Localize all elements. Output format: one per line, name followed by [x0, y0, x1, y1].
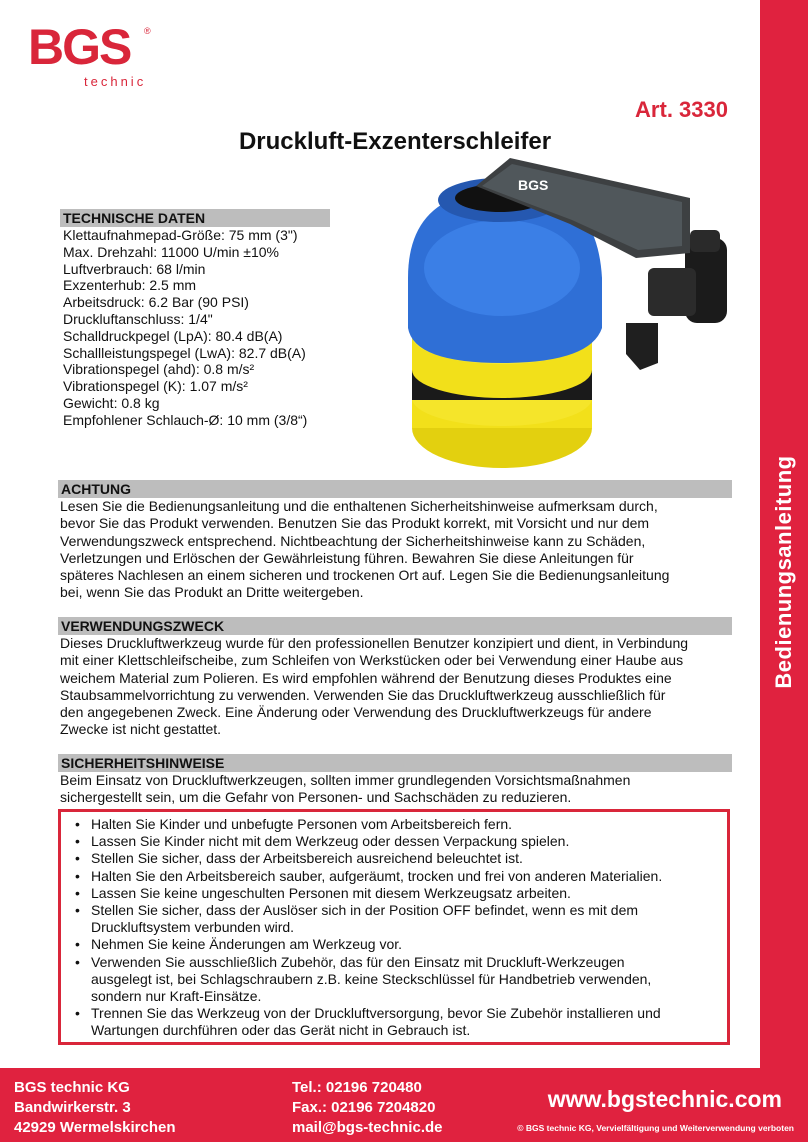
bullet-line: • Trennen Sie das Werkzeug von der Druckluftversorgung, bevor Sie Zubehör installieren und — [91, 1005, 661, 1022]
bullet-line: • Stellen Sie sicher, dass der Auslöser sich in der Position OFF befindet, wenn es mit dem — [91, 902, 639, 919]
product-brand-label: BGS — [518, 177, 549, 193]
technical-data-section — [60, 209, 330, 429]
text-line: bevor Sie das Produkt verwenden. Benutzen Sie das Produkt korrekt, mit Vorsicht und nur dem — [60, 515, 650, 532]
safety-bullet-item — [69, 868, 719, 885]
text-line: späteres Nachlesen an einem sicheren und trockenen Ort auf. Legen Sie die Bedienungsanleitung — [60, 567, 670, 584]
technical-data-row: Luftverbrauch: 68 l/min — [63, 260, 206, 277]
technical-data-row: Gewicht: 0.8 kg — [63, 394, 160, 411]
bullet-line: • Lassen Sie keine ungeschulten Personen mit diesem Werkzeugsatz arbeiten. — [91, 884, 571, 901]
footer-website-link[interactable]: www.bgstechnic.com — [547, 1086, 782, 1112]
achtung-section — [58, 480, 732, 602]
bullet-line: • Stellen Sie sicher, dass der Arbeitsbereich ausreichend beleuchtet ist. — [91, 850, 523, 867]
technical-data-list — [60, 227, 330, 429]
page-title: Druckluft-Exzenterschleifer — [238, 128, 552, 155]
product-image — [390, 158, 735, 473]
footer-line: Tel.: 02196 720480 — [292, 1079, 422, 1096]
footer-company-address — [14, 1078, 176, 1138]
sicherheitshinweise-heading: SICHERHEITSHINWEISE — [58, 754, 732, 772]
verwendungszweck-text — [58, 635, 732, 739]
technical-data-row: Vibrationspegel (ahd): 0.8 m/s² — [63, 361, 255, 378]
text-line: den angegebenen Zweck. Eine Änderung oder Verwendung des Druckluftwerkzeugs für andere — [60, 704, 652, 721]
technical-data-row: Vibrationspegel (K): 1.07 m/s² — [63, 378, 248, 395]
bullet-line: • Halten Sie den Arbeitsbereich sauber, aufgeräumt, trocken und frei von anderen Materialien. — [91, 867, 663, 884]
text-line: mit einer Klettschleifscheibe, zum Schleifen von Werkstücken oder bei Verwendung einer Haube aus — [60, 652, 684, 669]
bgs-logo — [28, 20, 158, 90]
technical-data-heading: TECHNISCHE DATEN — [60, 209, 330, 227]
footer-line: 42929 Wermelskirchen — [14, 1119, 176, 1136]
safety-warning-box — [58, 809, 730, 1045]
footer — [0, 1068, 808, 1142]
text-line: Zwecke ist nicht gestattet. — [60, 721, 222, 738]
article-number: Art. 3330 — [635, 97, 728, 122]
technical-data-row: Druckluftanschluss: 1/4" — [63, 310, 213, 327]
technical-data-row: Max. Drehzahl: 11000 U/min ±10% — [63, 243, 279, 260]
safety-bullet-item — [69, 1005, 719, 1039]
safety-bullet-item — [69, 885, 719, 902]
text-line: Beim Einsatz von Druckluftwerkzeugen, sollten immer grundlegenden Vorsichtsmaßnahmen — [60, 772, 631, 788]
safety-bullet-item — [69, 954, 719, 1006]
text-line: sichergestellt sein, um die Gefahr von Personen- und Sachschäden zu reduzieren. — [60, 789, 572, 806]
footer-contact — [292, 1078, 443, 1138]
technical-data-row: Schallleistungspegel (LwA): 82.7 dB(A) — [63, 344, 306, 361]
bullet-line: sondern nur Kraft-Einsätze. — [91, 988, 262, 1005]
footer-line: Fax.: 02196 7204820 — [292, 1099, 436, 1116]
safety-bullet-item — [69, 833, 719, 850]
technical-data-row: Empfohlener Schlauch-Ø: 10 mm (3/8“) — [63, 411, 308, 428]
bullet-line: Druckluftsystem verbunden wird. — [91, 919, 295, 936]
text-line: Verletzungen und Erlöschen der Gewährleistung führen. Bewahren Sie diese Anleitungen für — [60, 549, 634, 566]
technical-data-row: Arbeitsdruck: 6.2 Bar (90 PSI) — [63, 294, 249, 311]
bullet-line: Wartungen durchführen oder das Gerät nicht in Gebrauch ist. — [91, 1022, 471, 1039]
safety-bullet-item — [69, 902, 719, 936]
safety-bullet-item — [69, 850, 719, 867]
logo-subtext: technic — [84, 74, 147, 89]
bullet-line: • Halten Sie Kinder und unbefugte Personen vom Arbeitsbereich fern. — [91, 816, 513, 832]
safety-bullet-list — [69, 816, 719, 1040]
safety-bullet-item — [69, 816, 719, 833]
footer-copyright: © BGS technic KG, Vervielfältigung und Weiterverwendung verboten — [517, 1123, 794, 1133]
sicherheitshinweise-intro — [58, 772, 732, 807]
safety-bullet-item — [69, 936, 719, 953]
bullet-line: • Nehmen Sie keine Änderungen am Werkzeug vor. — [91, 936, 403, 953]
verwendungszweck-section — [58, 617, 732, 739]
text-line: Staubsammelvorrichtung zu verwenden. Verwenden Sie das Druckluftwerkzeug ausschließlich für — [60, 686, 666, 703]
text-line: Dieses Druckluftwerkzeug wurde für den professionellen Benutzer konzipiert und dient, in Verbindung — [60, 635, 689, 651]
technical-data-row: Exzenterhub: 2.5 mm — [63, 277, 197, 294]
text-line: weichem Material zum Polieren. Es wird empfohlen während der Benutzung dieses Produktes eine — [60, 669, 672, 686]
text-line: bei, wenn Sie das Produkt an Dritte weitergeben. — [60, 584, 364, 601]
bullet-line: ausgelegt ist, bei Schlagschraubern z.B. keine Steckschlüssel für Handbetrieb verwenden, — [91, 970, 652, 987]
technical-data-row: Klettaufnahmepad-Größe: 75 mm (3") — [63, 227, 298, 243]
side-banner-label: Bedienungsanleitung — [771, 455, 796, 689]
text-line: Lesen Sie die Bedienungsanleitung und die enthaltenen Sicherheitshinweise aufmerksam durch, — [60, 498, 658, 514]
footer-line: mail@bgs-technic.de — [292, 1119, 443, 1136]
technical-data-row: Schalldruckpegel (LpA): 80.4 dB(A) — [63, 327, 283, 344]
achtung-text — [58, 498, 732, 602]
registered-mark: ® — [144, 26, 151, 36]
footer-line: Bandwirkerstr. 3 — [14, 1099, 131, 1116]
achtung-heading: ACHTUNG — [58, 480, 732, 498]
footer-line: BGS technic KG — [14, 1079, 130, 1096]
text-line: Verwendungszweck entsprechend. Nichtbeachtung der Sicherheitshinweise kann zu Schäden, — [60, 532, 646, 549]
bullet-line: • Verwenden Sie ausschließlich Zubehör, das für den Einsatz mit Druckluft-Werkzeugen — [91, 953, 625, 970]
logo-text: BGS — [28, 19, 131, 75]
verwendungszweck-heading: VERWENDUNGSZWECK — [58, 617, 732, 635]
sicherheitshinweise-section — [58, 754, 732, 807]
bullet-line: • Lassen Sie Kinder nicht mit dem Werkzeug oder dessen Verpackung spielen. — [91, 833, 570, 850]
side-banner — [760, 0, 808, 1068]
